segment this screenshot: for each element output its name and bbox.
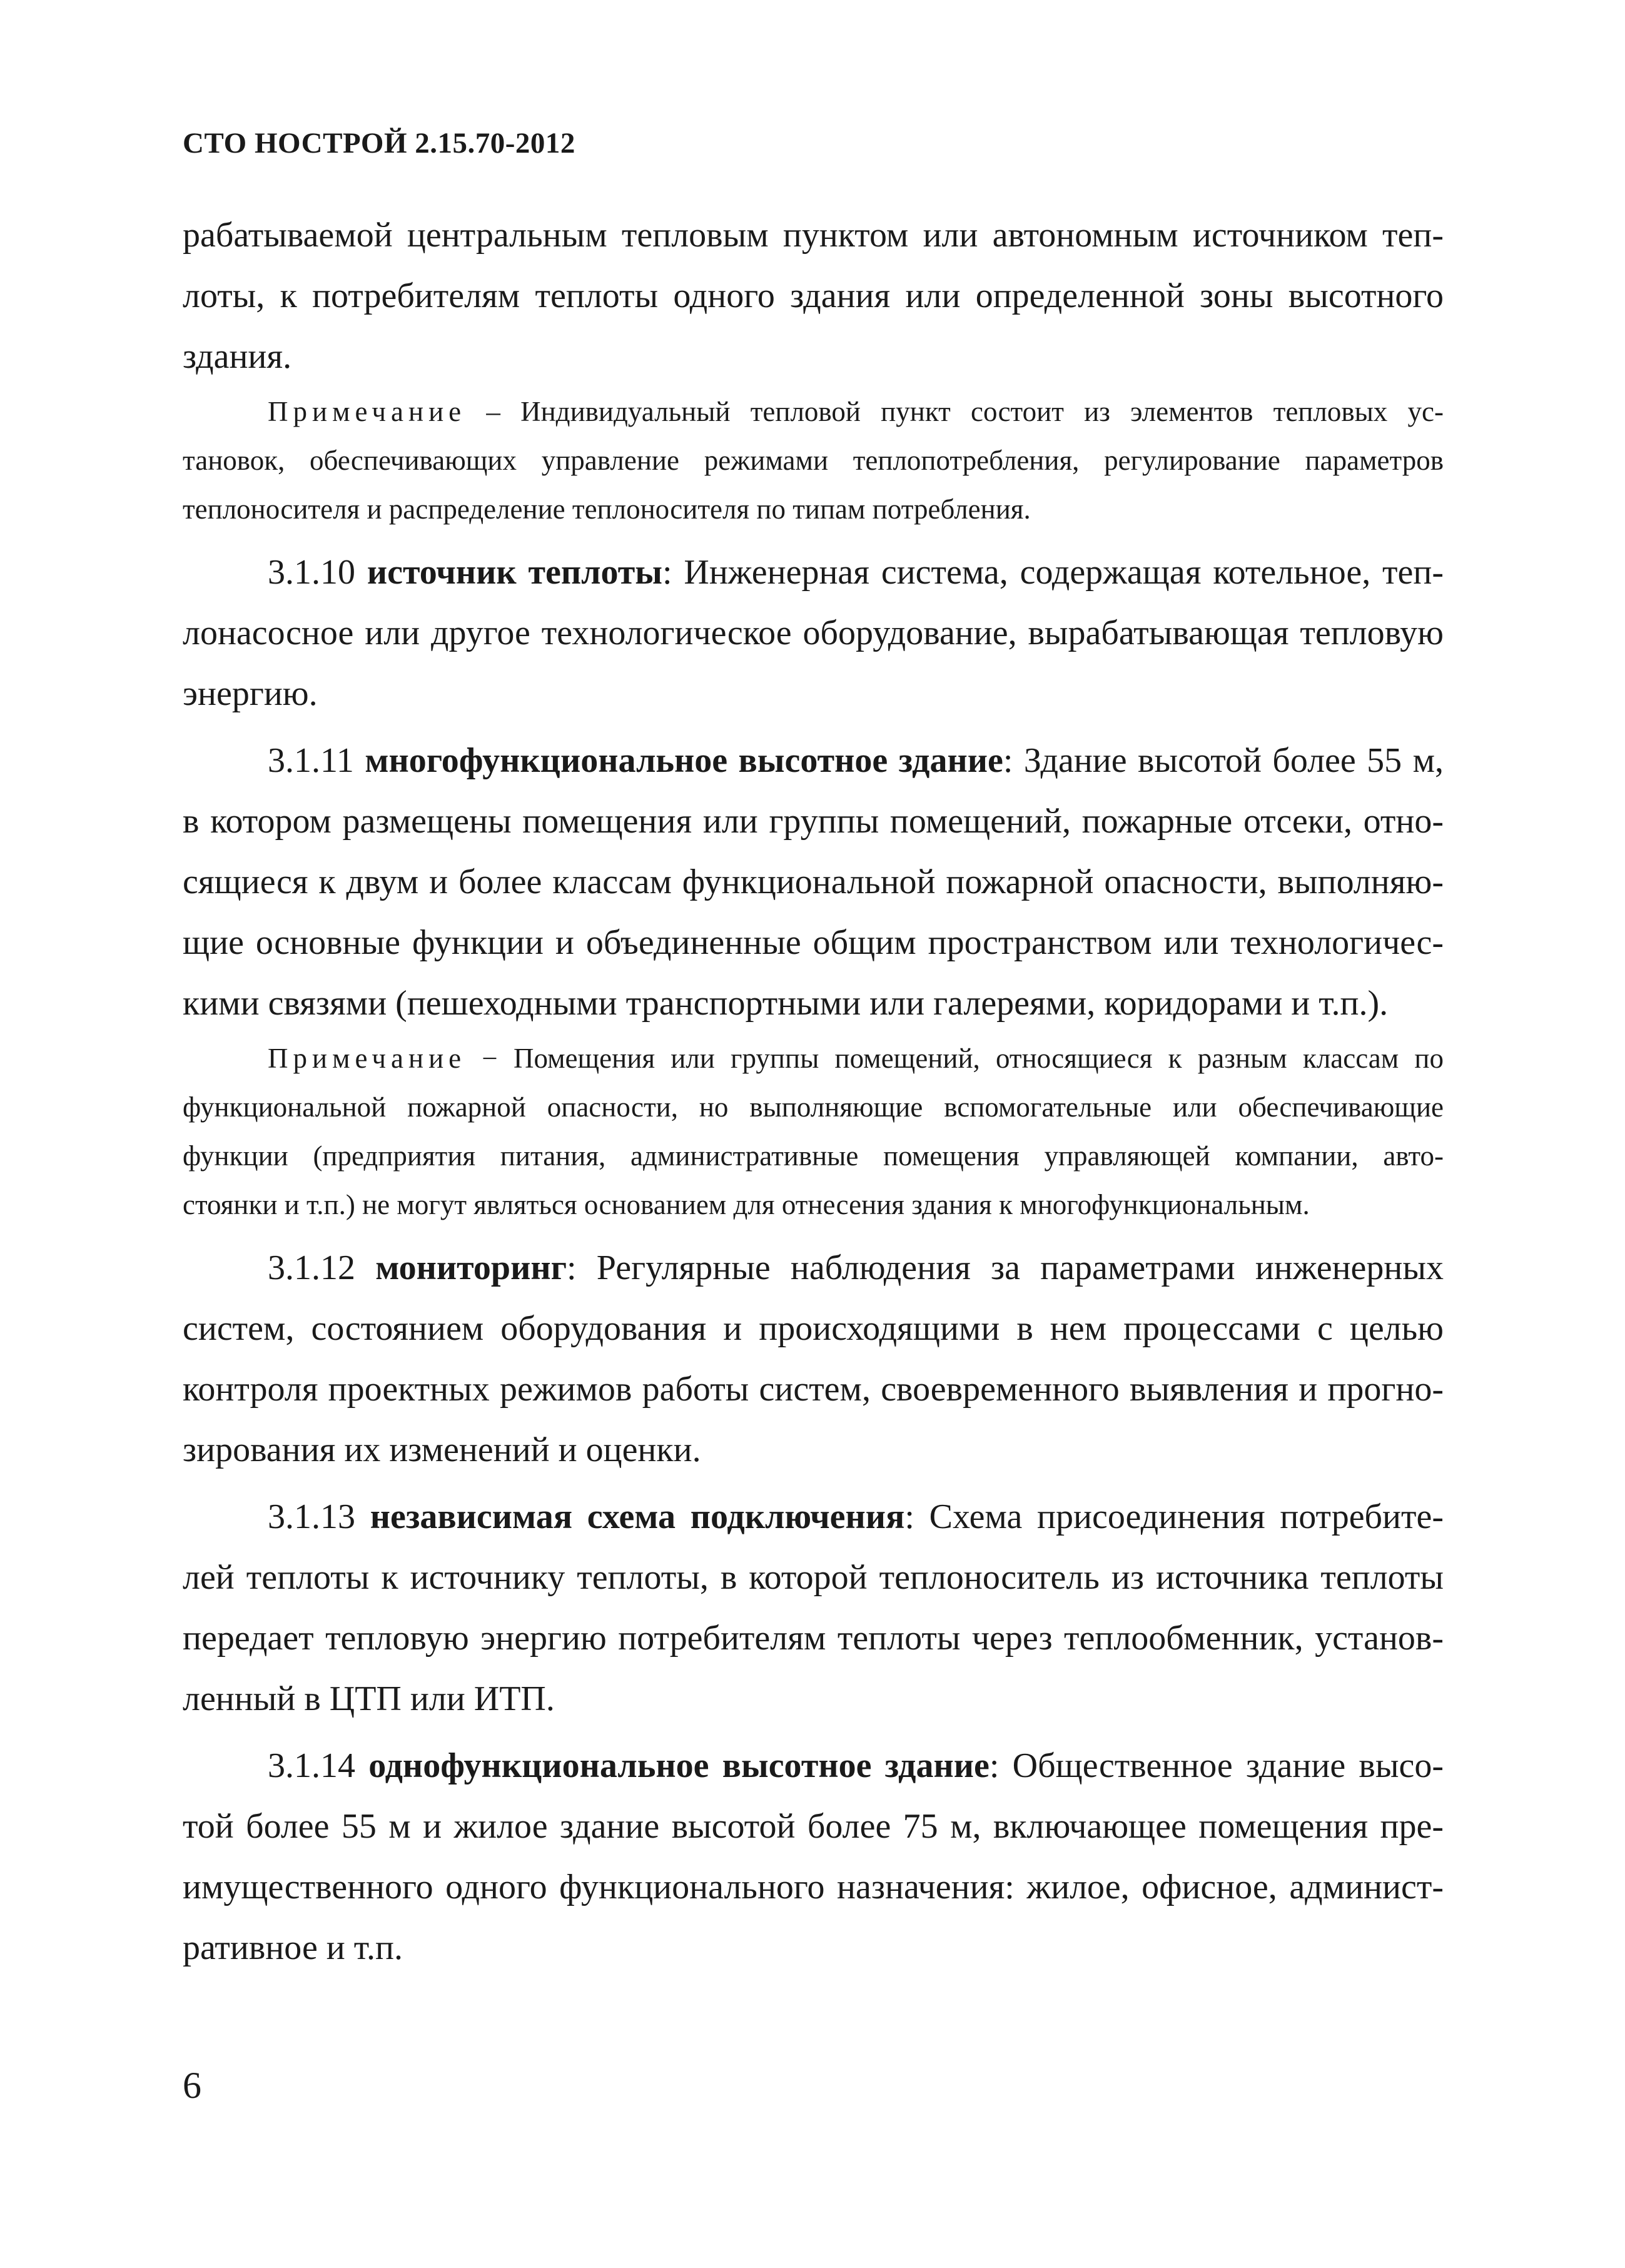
term-number: 3.1.11 bbox=[268, 741, 365, 780]
note-1 bbox=[183, 387, 1444, 534]
note-label: Примечание bbox=[268, 1043, 467, 1074]
text-line: той более 55 м и жилое здание высотой более 75 м, включающее помещения пре- bbox=[183, 1807, 1444, 1846]
page-number: 6 bbox=[183, 2065, 201, 2106]
term-definition: : Схема присоединения потребите- bbox=[904, 1497, 1444, 1536]
text-line bbox=[183, 542, 1444, 603]
term-number: 3.1.13 bbox=[268, 1497, 370, 1536]
paragraph-continued bbox=[183, 205, 1444, 387]
text-line: имущественного одного функционального назначения: жилое, офисное, админист- bbox=[183, 1868, 1444, 1906]
text-line: кими связями (пешеходными транспортными или галереями, коридорами и т.п.). bbox=[183, 984, 1389, 1023]
note-label: Примечание bbox=[268, 396, 467, 427]
term-definition: : Инженерная система, содержащая котельное, теп- bbox=[662, 553, 1444, 592]
term-number: 3.1.14 bbox=[268, 1746, 369, 1785]
text-line bbox=[183, 1736, 1444, 1796]
note-line bbox=[183, 1034, 1444, 1083]
text-line bbox=[183, 731, 1444, 791]
text-line: в котором размещены помещения или группы помещений, пожарные отсеки, отно- bbox=[183, 802, 1444, 841]
text-line: энергию. bbox=[183, 674, 318, 713]
spacer bbox=[183, 1729, 1444, 1736]
term-definition: : Общественное здание высо- bbox=[989, 1746, 1444, 1785]
term-definition: : Здание высотой более 55 м, bbox=[1003, 741, 1444, 780]
spacer bbox=[183, 534, 1444, 542]
text-line: лоты, к потребителям теплоты одного здания или определенной зоны высотного bbox=[183, 276, 1444, 315]
text-line: здания. bbox=[183, 337, 292, 376]
text-line bbox=[183, 1238, 1444, 1299]
text-line: передает тепловую энергию потребителям теплоты через теплообменник, установ- bbox=[183, 1619, 1444, 1658]
text-line: щие основные функции и объединенные общим пространством или технологичес- bbox=[183, 923, 1444, 962]
text-line bbox=[183, 1487, 1444, 1547]
note-2 bbox=[183, 1034, 1444, 1229]
note-text: − Помещения или группы помещений, относящиеся к разным классам по bbox=[466, 1043, 1444, 1074]
note-line: стоянки и т.п.) не могут являться основанием для отнесения здания к многофункциональным. bbox=[183, 1189, 1310, 1220]
term-3-1-10 bbox=[183, 542, 1444, 724]
term-title: многофункциональное высотное здание bbox=[365, 741, 1003, 780]
term-title: независимая схема подключения bbox=[370, 1497, 905, 1536]
text-line: сящиеся к двум и более классам функциональной пожарной опасности, выполняю- bbox=[183, 863, 1444, 901]
spacer bbox=[183, 1481, 1444, 1487]
term-3-1-11 bbox=[183, 731, 1444, 1034]
term-definition: : Регулярные наблюдения за параметрами инженерных bbox=[567, 1248, 1444, 1287]
term-number: 3.1.10 bbox=[268, 553, 367, 592]
text-line: ленный в ЦТП или ИТП. bbox=[183, 1679, 555, 1718]
note-line bbox=[183, 387, 1444, 436]
text-line: систем, состоянием оборудования и происходящими в нем процессами с целью bbox=[183, 1309, 1444, 1348]
term-3-1-12 bbox=[183, 1238, 1444, 1481]
note-line: функции (предприятия питания, административные помещения управляющей компании, авто- bbox=[183, 1140, 1444, 1172]
document-header: СТО НОСТРОЙ 2.15.70-2012 bbox=[183, 127, 575, 159]
text-line: лей теплоты к источнику теплоты, в которой теплоноситель из источника теплоты bbox=[183, 1558, 1444, 1597]
spacer bbox=[183, 724, 1444, 731]
text-line: лонасосное или другое технологическое оборудование, вырабатывающая тепловую bbox=[183, 614, 1444, 652]
text-line: рабатываемой центральным тепловым пунктом или автономным источником теп- bbox=[183, 216, 1444, 255]
text-line: зирования их изменений и оценки. bbox=[183, 1430, 701, 1469]
term-number: 3.1.12 bbox=[268, 1248, 376, 1287]
note-text: – Индивидуальный тепловой пункт состоит из элементов тепловых ус- bbox=[466, 396, 1444, 427]
term-title: однофункциональное высотное здание bbox=[368, 1746, 990, 1785]
spacer bbox=[183, 1229, 1444, 1238]
text-line: ративное и т.п. bbox=[183, 1928, 403, 1967]
note-line: теплоносителя и распределение теплоносителя по типам потребления. bbox=[183, 494, 1031, 525]
term-title: мониторинг bbox=[375, 1248, 567, 1287]
term-3-1-13 bbox=[183, 1487, 1444, 1729]
term-3-1-14 bbox=[183, 1736, 1444, 1978]
note-line: функциональной пожарной опасности, но выполняющие вспомогательные или обеспечивающие bbox=[183, 1091, 1444, 1123]
text-line: контроля проектных режимов работы систем, своевременного выявления и прогно- bbox=[183, 1370, 1444, 1409]
term-title: источник теплоты bbox=[367, 553, 663, 592]
document-body bbox=[183, 205, 1444, 1978]
note-line: тановок, обеспечивающих управление режимами теплопотребления, регулирование параметров bbox=[183, 445, 1444, 476]
